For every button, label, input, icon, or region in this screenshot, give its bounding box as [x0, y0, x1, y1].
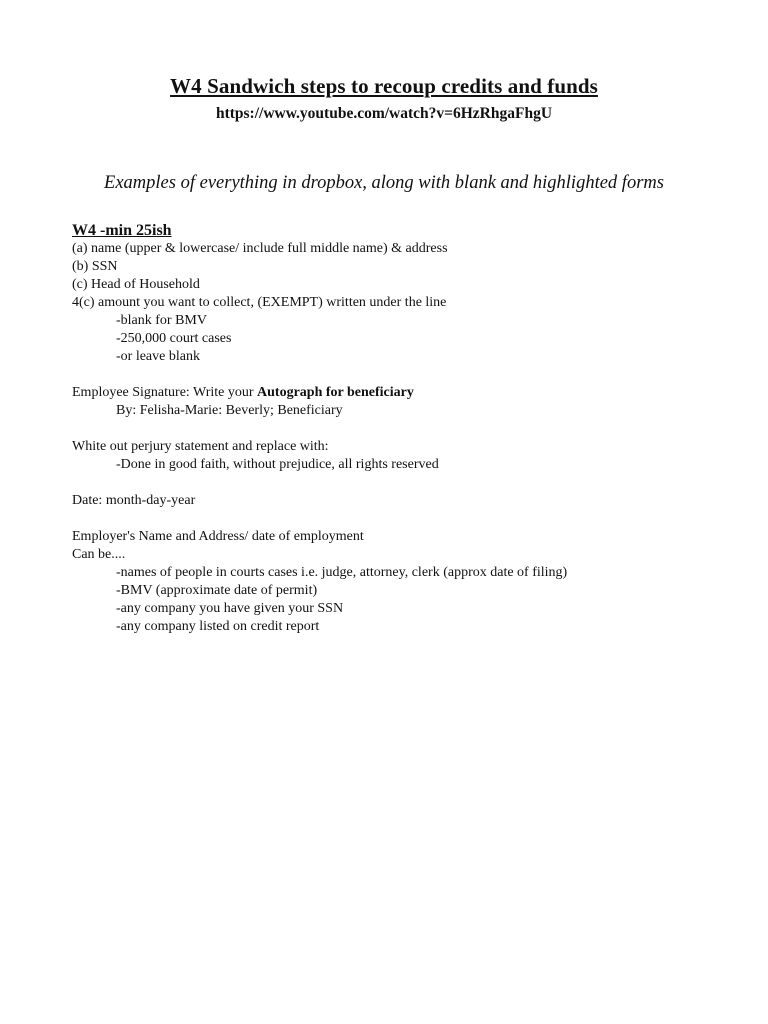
w4-item-a: (a) name (upper & lowercase/ include full middle name) & address	[72, 241, 448, 256]
employer-can-be: Can be....	[72, 547, 126, 562]
video-url: https://www.youtube.com/watch?v=6HzRhgaFhgU	[215, 105, 553, 122]
perjury-sub-line: -Done in good faith, without prejudice, all rights reserved	[116, 457, 439, 472]
spacer	[72, 366, 732, 384]
document-body	[72, 221, 732, 636]
w4-item-4c: 4(c) amount you want to collect, (EXEMPT) written under the line	[72, 295, 447, 310]
spacer	[72, 510, 732, 528]
document-subtitle: Examples of everything in dropbox, along with blank and highlighted forms	[104, 173, 664, 193]
spacer	[72, 474, 732, 492]
date-line: Date: month-day-year	[72, 493, 196, 508]
w4-sub-item: -or leave blank	[116, 349, 200, 364]
w4-sub-item: -blank for BMV	[116, 313, 207, 328]
document-title: W4 Sandwich steps to recoup credits and funds	[170, 74, 598, 98]
employer-sub-item: -any company you have given your SSN	[116, 601, 344, 616]
signature-line	[72, 384, 732, 402]
signature-bold-text: Autograph for beneficiary	[257, 385, 414, 400]
w4-item-b: (b) SSN	[72, 259, 118, 274]
signature-by-line: By: Felisha-Marie: Beverly; Beneficiary	[116, 403, 343, 418]
spacer	[72, 420, 732, 438]
perjury-line: White out perjury statement and replace with:	[72, 439, 329, 454]
w4-heading: W4 -min 25ish	[72, 222, 172, 239]
w4-item-c: (c) Head of Household	[72, 277, 200, 292]
employer-line: Employer's Name and Address/ date of employment	[72, 529, 364, 544]
w4-sub-item: -250,000 court cases	[116, 331, 232, 346]
employer-sub-item: -BMV (approximate date of permit)	[116, 583, 318, 598]
employer-sub-item: -names of people in courts cases i.e. judge, attorney, clerk (approx date of filing)	[116, 565, 568, 580]
employer-sub-item: -any company listed on credit report	[116, 619, 320, 634]
signature-prefix: Employee Signature: Write your	[72, 385, 258, 400]
